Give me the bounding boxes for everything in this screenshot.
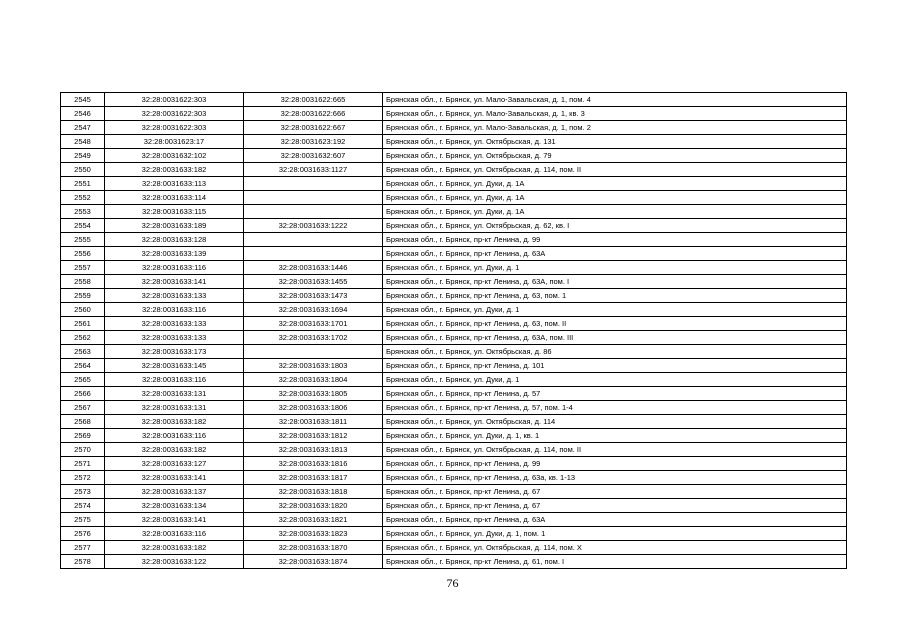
address-cell: Брянская обл., г. Брянск, пр-кт Ленина, д. 57 xyxy=(383,387,847,401)
row-number-cell: 2576 xyxy=(61,527,105,541)
object-number-cell: 32:28:0031633:1805 xyxy=(244,387,383,401)
object-number-cell: 32:28:0031633:1818 xyxy=(244,485,383,499)
row-number-cell: 2559 xyxy=(61,289,105,303)
table-row xyxy=(61,233,847,247)
table-row xyxy=(61,541,847,555)
parcel-number-cell: 32:28:0031633:141 xyxy=(105,471,244,485)
row-number-cell: 2567 xyxy=(61,401,105,415)
table-row xyxy=(61,345,847,359)
address-cell: Брянская обл., г. Брянск, пр-кт Ленина, д. 63А, пом. III xyxy=(383,331,847,345)
row-number-cell: 2570 xyxy=(61,443,105,457)
object-number-cell: 32:28:0031633:1820 xyxy=(244,499,383,513)
parcel-number-cell: 32:28:0031633:182 xyxy=(105,415,244,429)
row-number-cell: 2551 xyxy=(61,177,105,191)
parcel-number-cell: 32:28:0031633:116 xyxy=(105,373,244,387)
address-cell: Брянская обл., г. Брянск, ул. Дуки, д. 1 xyxy=(383,261,847,275)
object-number-cell: 32:28:0031633:1870 xyxy=(244,541,383,555)
object-number-cell: 32:28:0031633:1811 xyxy=(244,415,383,429)
parcel-number-cell: 32:28:0031633:134 xyxy=(105,499,244,513)
row-number-cell: 2547 xyxy=(61,121,105,135)
parcel-number-cell: 32:28:0031632:102 xyxy=(105,149,244,163)
address-cell: Брянская обл., г. Брянск, ул. Дуки, д. 1 xyxy=(383,373,847,387)
object-number-cell: 32:28:0031633:1804 xyxy=(244,373,383,387)
table-row xyxy=(61,177,847,191)
row-number-cell: 2560 xyxy=(61,303,105,317)
parcel-number-cell: 32:28:0031633:116 xyxy=(105,261,244,275)
object-number-cell xyxy=(244,345,383,359)
object-number-cell: 32:28:0031633:1816 xyxy=(244,457,383,471)
object-number-cell: 32:28:0031633:1127 xyxy=(244,163,383,177)
row-number-cell: 2561 xyxy=(61,317,105,331)
address-cell: Брянская обл., г. Брянск, ул. Мало-Завальская, д. 1, кв. 3 xyxy=(383,107,847,121)
row-number-cell: 2555 xyxy=(61,233,105,247)
table-row xyxy=(61,135,847,149)
page-number: 76 xyxy=(446,576,459,590)
object-number-cell: 32:28:0031633:1702 xyxy=(244,331,383,345)
object-number-cell xyxy=(244,233,383,247)
table-row xyxy=(61,205,847,219)
parcel-number-cell: 32:28:0031622:303 xyxy=(105,121,244,135)
table-row xyxy=(61,443,847,457)
object-number-cell: 32:28:0031633:1806 xyxy=(244,401,383,415)
table-row xyxy=(61,457,847,471)
object-number-cell xyxy=(244,205,383,219)
row-number-cell: 2557 xyxy=(61,261,105,275)
object-number-cell: 32:28:0031622:665 xyxy=(244,93,383,107)
row-number-cell: 2563 xyxy=(61,345,105,359)
object-number-cell: 32:28:0031633:1817 xyxy=(244,471,383,485)
table-row xyxy=(61,429,847,443)
object-number-cell xyxy=(244,191,383,205)
parcel-number-cell: 32:28:0031633:114 xyxy=(105,191,244,205)
parcel-number-cell: 32:28:0031633:173 xyxy=(105,345,244,359)
address-cell: Брянская обл., г. Брянск, ул. Мало-Завальская, д. 1, пом. 2 xyxy=(383,121,847,135)
object-number-cell: 32:28:0031633:1803 xyxy=(244,359,383,373)
row-number-cell: 2571 xyxy=(61,457,105,471)
row-number-cell: 2552 xyxy=(61,191,105,205)
address-cell: Брянская обл., г. Брянск, ул. Октябрьская, д. 62, кв. I xyxy=(383,219,847,233)
object-number-cell xyxy=(244,247,383,261)
row-number-cell: 2553 xyxy=(61,205,105,219)
table-row xyxy=(61,317,847,331)
object-number-cell: 32:28:0031633:1823 xyxy=(244,527,383,541)
address-cell: Брянская обл., г. Брянск, ул. Дуки, д. 1А xyxy=(383,191,847,205)
parcel-number-cell: 32:28:0031633:131 xyxy=(105,387,244,401)
row-number-cell: 2564 xyxy=(61,359,105,373)
address-cell: Брянская обл., г. Брянск, пр-кт Ленина, д. 63А xyxy=(383,247,847,261)
row-number-cell: 2568 xyxy=(61,415,105,429)
address-cell: Брянская обл., г. Брянск, пр-кт Ленина, д. 99 xyxy=(383,457,847,471)
parcel-number-cell: 32:28:0031633:182 xyxy=(105,163,244,177)
address-cell: Брянская обл., г. Брянск, пр-кт Ленина, д. 63А, пом. I xyxy=(383,275,847,289)
address-cell: Брянская обл., г. Брянск, ул. Дуки, д. 1А xyxy=(383,177,847,191)
address-cell: Брянская обл., г. Брянск, ул. Октябрьская, д. 114, пом. X xyxy=(383,541,847,555)
object-number-cell: 32:28:0031623:192 xyxy=(244,135,383,149)
row-number-cell: 2545 xyxy=(61,93,105,107)
object-number-cell: 32:28:0031633:1694 xyxy=(244,303,383,317)
row-number-cell: 2574 xyxy=(61,499,105,513)
table-row xyxy=(61,513,847,527)
cadastral-table xyxy=(60,92,847,569)
object-number-cell: 32:28:0031633:1813 xyxy=(244,443,383,457)
address-cell: Брянская обл., г. Брянск, пр-кт Ленина, д. 67 xyxy=(383,485,847,499)
address-cell: Брянская обл., г. Брянск, пр-кт Ленина, д. 63а, кв. 1-13 xyxy=(383,471,847,485)
table-row xyxy=(61,485,847,499)
table-row xyxy=(61,219,847,233)
parcel-number-cell: 32:28:0031633:141 xyxy=(105,275,244,289)
parcel-number-cell: 32:28:0031622:303 xyxy=(105,93,244,107)
table-row xyxy=(61,401,847,415)
object-number-cell: 32:28:0031632:607 xyxy=(244,149,383,163)
table-row xyxy=(61,289,847,303)
table-row xyxy=(61,359,847,373)
address-cell: Брянская обл., г. Брянск, ул. Октябрьская, д. 114, пом. II xyxy=(383,163,847,177)
address-cell: Брянская обл., г. Брянск, ул. Дуки, д. 1А xyxy=(383,205,847,219)
row-number-cell: 2577 xyxy=(61,541,105,555)
object-number-cell: 32:28:0031633:1222 xyxy=(244,219,383,233)
table-row xyxy=(61,149,847,163)
row-number-cell: 2575 xyxy=(61,513,105,527)
address-cell: Брянская обл., г. Брянск, ул. Октябрьская, д. 131 xyxy=(383,135,847,149)
parcel-number-cell: 32:28:0031633:116 xyxy=(105,303,244,317)
table-row xyxy=(61,275,847,289)
table-row xyxy=(61,527,847,541)
row-number-cell: 2578 xyxy=(61,555,105,569)
table-row xyxy=(61,555,847,569)
parcel-number-cell: 32:28:0031633:128 xyxy=(105,233,244,247)
row-number-cell: 2558 xyxy=(61,275,105,289)
address-cell: Брянская обл., г. Брянск, пр-кт Ленина, д. 63, пом. 1 xyxy=(383,289,847,303)
parcel-number-cell: 32:28:0031633:141 xyxy=(105,513,244,527)
address-cell: Брянская обл., г. Брянск, пр-кт Ленина, д. 61, пом. I xyxy=(383,555,847,569)
parcel-number-cell: 32:28:0031633:182 xyxy=(105,443,244,457)
row-number-cell: 2546 xyxy=(61,107,105,121)
address-cell: Брянская обл., г. Брянск, ул. Дуки, д. 1, кв. 1 xyxy=(383,429,847,443)
table-row xyxy=(61,415,847,429)
object-number-cell: 32:28:0031633:1821 xyxy=(244,513,383,527)
parcel-number-cell: 32:28:0031633:133 xyxy=(105,331,244,345)
table-row xyxy=(61,247,847,261)
row-number-cell: 2573 xyxy=(61,485,105,499)
address-cell: Брянская обл., г. Брянск, ул. Октябрьская, д. 114, пом. II xyxy=(383,443,847,457)
address-cell: Брянская обл., г. Брянск, пр-кт Ленина, д. 57, пом. 1-4 xyxy=(383,401,847,415)
row-number-cell: 2565 xyxy=(61,373,105,387)
table-body xyxy=(61,93,847,569)
parcel-number-cell: 32:28:0031633:145 xyxy=(105,359,244,373)
address-cell: Брянская обл., г. Брянск, пр-кт Ленина, д. 67 xyxy=(383,499,847,513)
object-number-cell: 32:28:0031633:1473 xyxy=(244,289,383,303)
object-number-cell: 32:28:0031622:667 xyxy=(244,121,383,135)
parcel-number-cell: 32:28:0031633:182 xyxy=(105,541,244,555)
parcel-number-cell: 32:28:0031633:139 xyxy=(105,247,244,261)
row-number-cell: 2550 xyxy=(61,163,105,177)
address-cell: Брянская обл., г. Брянск, ул. Дуки, д. 1 xyxy=(383,303,847,317)
parcel-number-cell: 32:28:0031633:189 xyxy=(105,219,244,233)
table-row xyxy=(61,93,847,107)
parcel-number-cell: 32:28:0031633:133 xyxy=(105,317,244,331)
object-number-cell: 32:28:0031633:1701 xyxy=(244,317,383,331)
row-number-cell: 2566 xyxy=(61,387,105,401)
row-number-cell: 2569 xyxy=(61,429,105,443)
row-number-cell: 2572 xyxy=(61,471,105,485)
table-row xyxy=(61,499,847,513)
address-cell: Брянская обл., г. Брянск, ул. Октябрьская, д. 114 xyxy=(383,415,847,429)
object-number-cell: 32:28:0031633:1455 xyxy=(244,275,383,289)
table-row xyxy=(61,387,847,401)
table-row xyxy=(61,107,847,121)
parcel-number-cell: 32:28:0031633:137 xyxy=(105,485,244,499)
table-row xyxy=(61,471,847,485)
table-row xyxy=(61,163,847,177)
row-number-cell: 2549 xyxy=(61,149,105,163)
table-row xyxy=(61,191,847,205)
address-cell: Брянская обл., г. Брянск, пр-кт Ленина, д. 101 xyxy=(383,359,847,373)
object-number-cell xyxy=(244,177,383,191)
table-row xyxy=(61,331,847,345)
address-cell: Брянская обл., г. Брянск, ул. Дуки, д. 1, пом. 1 xyxy=(383,527,847,541)
table-row xyxy=(61,303,847,317)
address-cell: Брянская обл., г. Брянск, ул. Октябрьская, д. 79 xyxy=(383,149,847,163)
address-cell: Брянская обл., г. Брянск, пр-кт Ленина, д. 63, пом. II xyxy=(383,317,847,331)
parcel-number-cell: 32:28:0031633:127 xyxy=(105,457,244,471)
address-cell: Брянская обл., г. Брянск, ул. Октябрьская, д. 86 xyxy=(383,345,847,359)
row-number-cell: 2556 xyxy=(61,247,105,261)
parcel-number-cell: 32:28:0031633:122 xyxy=(105,555,244,569)
parcel-number-cell: 32:28:0031633:113 xyxy=(105,177,244,191)
parcel-number-cell: 32:28:0031633:116 xyxy=(105,429,244,443)
parcel-number-cell: 32:28:0031633:115 xyxy=(105,205,244,219)
parcel-number-cell: 32:28:0031633:131 xyxy=(105,401,244,415)
table-row xyxy=(61,373,847,387)
table-row xyxy=(61,261,847,275)
address-cell: Брянская обл., г. Брянск, пр-кт Ленина, д. 99 xyxy=(383,233,847,247)
parcel-number-cell: 32:28:0031633:116 xyxy=(105,527,244,541)
object-number-cell: 32:28:0031633:1812 xyxy=(244,429,383,443)
object-number-cell: 32:28:0031633:1874 xyxy=(244,555,383,569)
parcel-number-cell: 32:28:0031623:17 xyxy=(105,135,244,149)
row-number-cell: 2548 xyxy=(61,135,105,149)
parcel-number-cell: 32:28:0031633:133 xyxy=(105,289,244,303)
table-row xyxy=(61,121,847,135)
row-number-cell: 2554 xyxy=(61,219,105,233)
parcel-number-cell: 32:28:0031622:303 xyxy=(105,107,244,121)
address-cell: Брянская обл., г. Брянск, пр-кт Ленина, д. 63А xyxy=(383,513,847,527)
object-number-cell: 32:28:0031633:1446 xyxy=(244,261,383,275)
object-number-cell: 32:28:0031622:666 xyxy=(244,107,383,121)
row-number-cell: 2562 xyxy=(61,331,105,345)
address-cell: Брянская обл., г. Брянск, ул. Мало-Завальская, д. 1, пом. 4 xyxy=(383,93,847,107)
